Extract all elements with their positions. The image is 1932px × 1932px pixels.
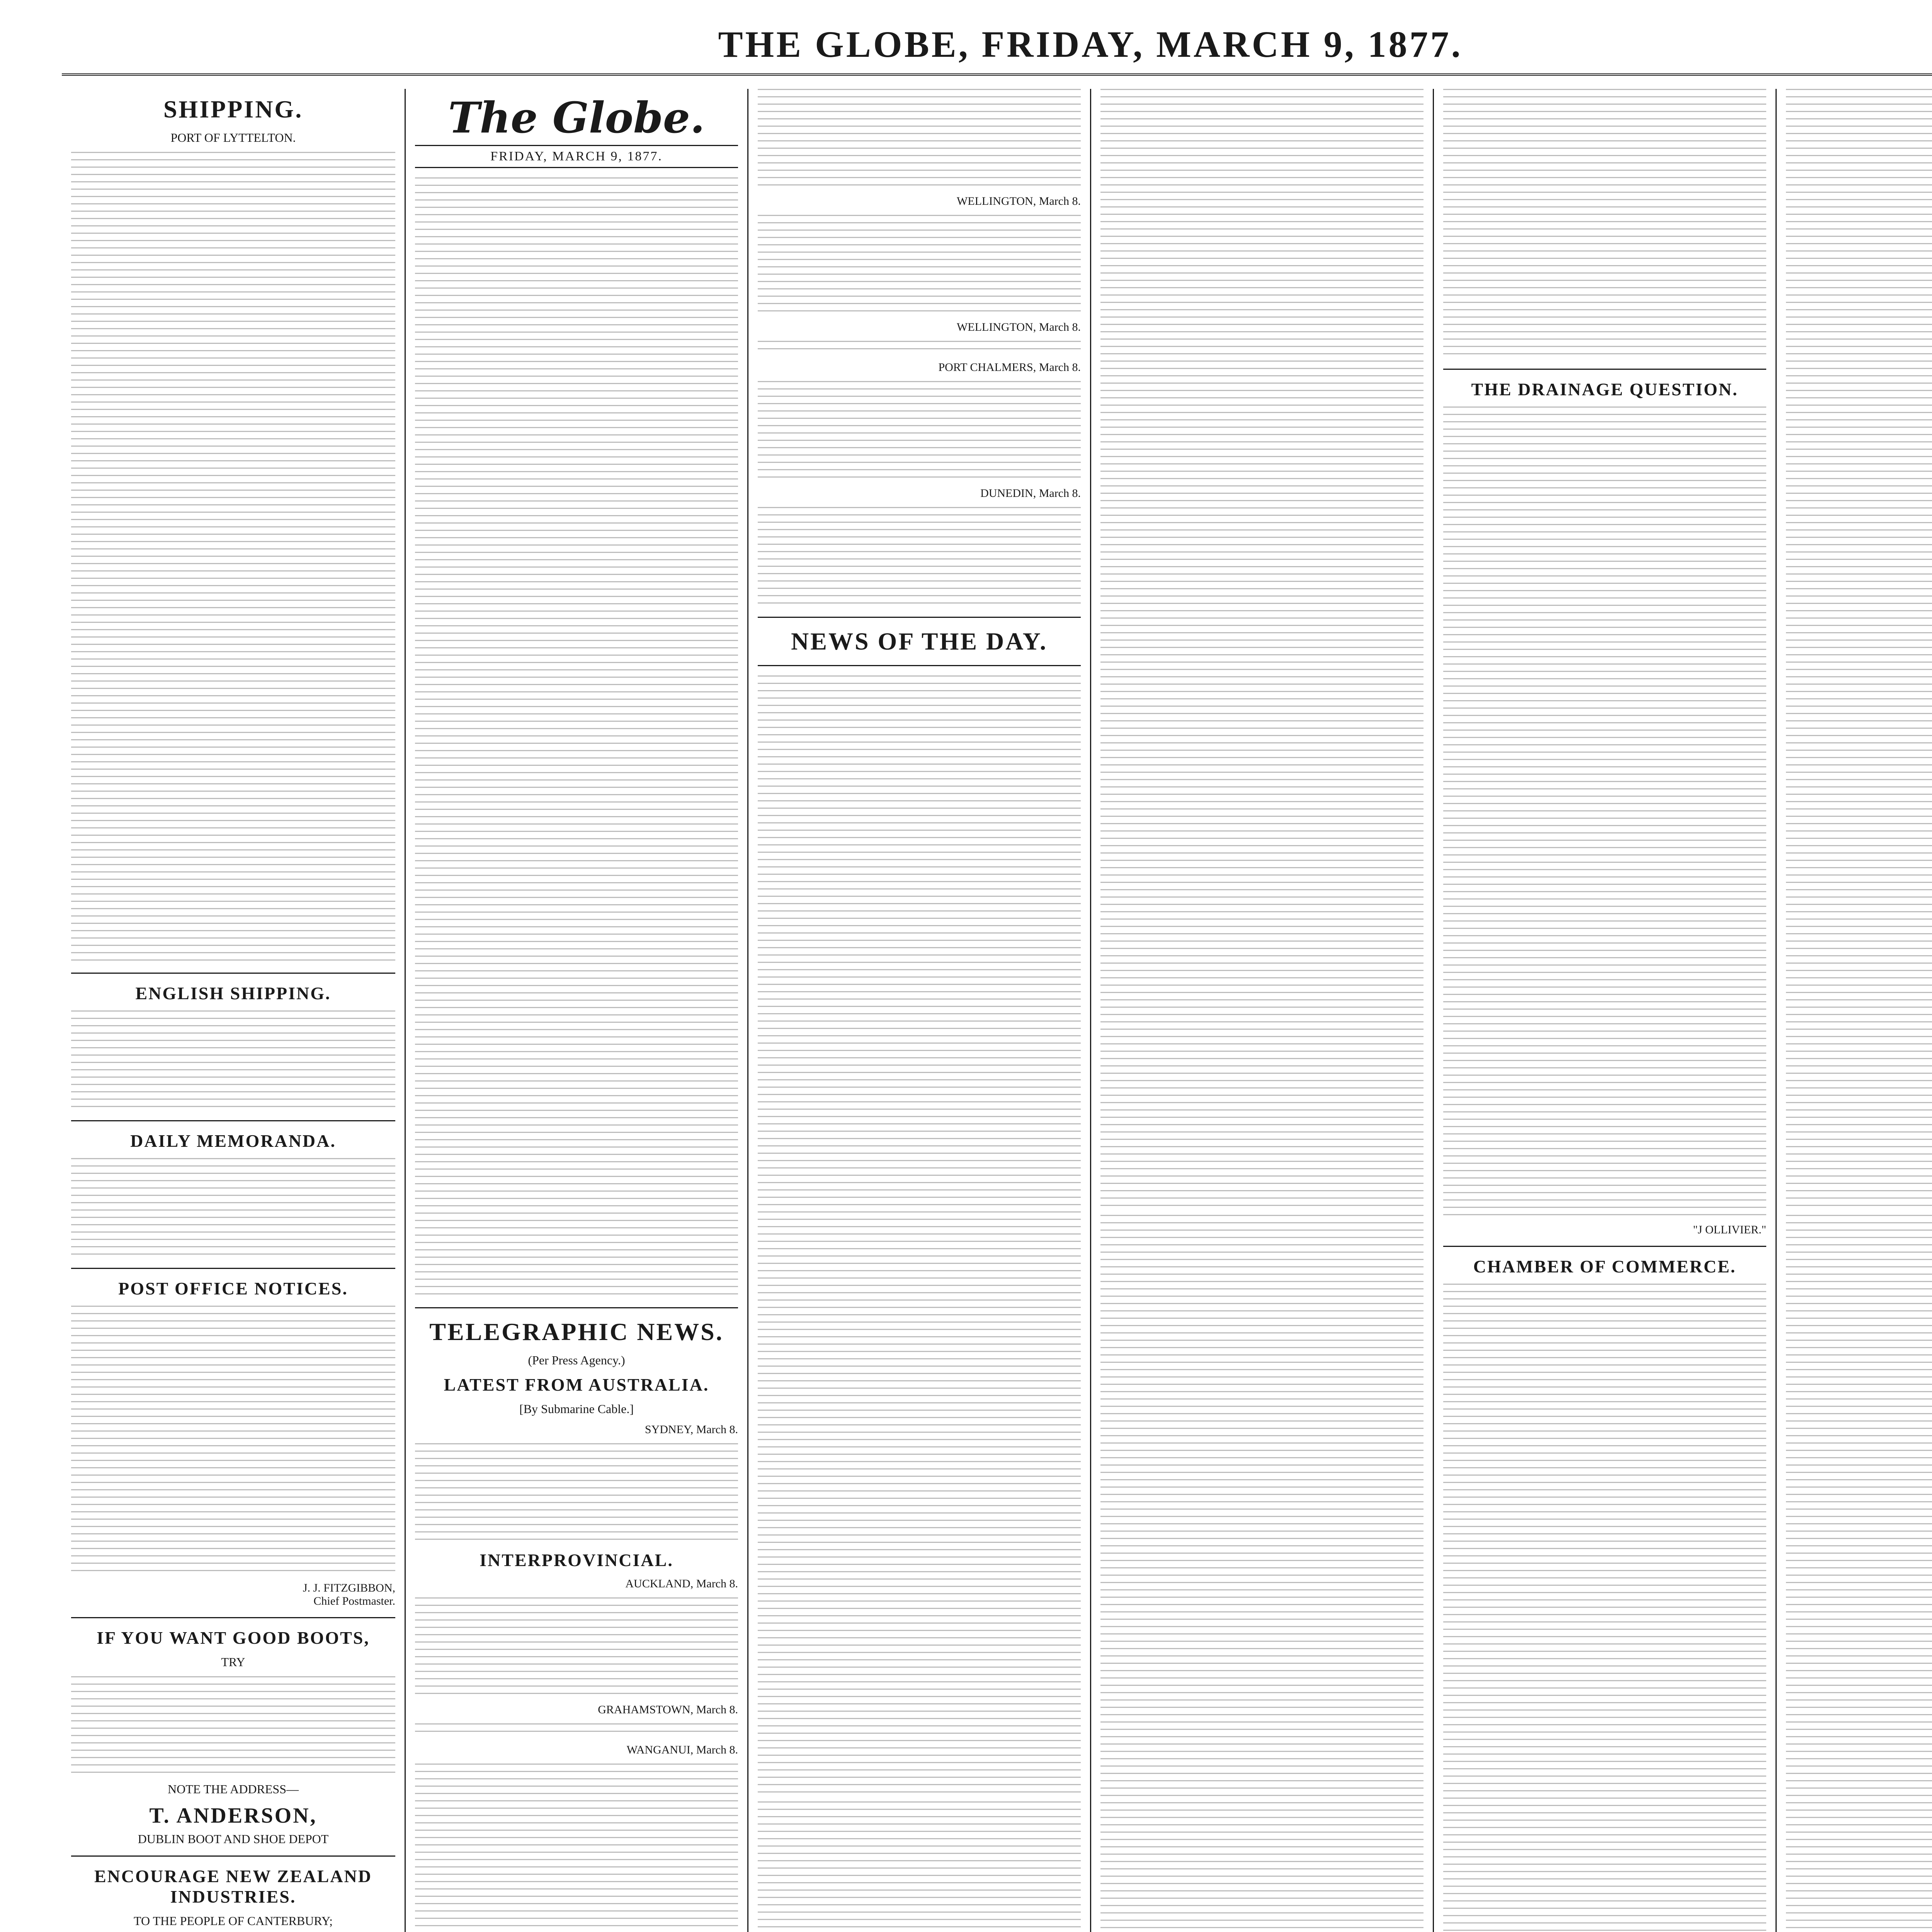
unread-text bbox=[1443, 89, 1766, 359]
column-5 bbox=[1433, 89, 1776, 1932]
unread-text bbox=[71, 1676, 395, 1777]
divider bbox=[758, 617, 1081, 618]
divider bbox=[71, 1855, 395, 1857]
unread-text bbox=[71, 1010, 395, 1111]
sydney-dateline: SYDNEY, March 8. bbox=[645, 1423, 738, 1436]
chamber-of-commerce-heading: CHAMBER OF COMMERCE. bbox=[1473, 1257, 1736, 1276]
unread-text bbox=[415, 1597, 738, 1698]
drainage-heading: THE DRAINAGE QUESTION. bbox=[1471, 379, 1738, 399]
english-shipping-heading: ENGLISH SHIPPING. bbox=[135, 983, 331, 1003]
unread-text bbox=[415, 1764, 738, 1932]
unread-text bbox=[758, 1801, 1081, 1932]
auckland-dateline: AUCKLAND, March 8. bbox=[625, 1577, 738, 1590]
unread-text bbox=[758, 507, 1081, 607]
divider bbox=[71, 1268, 395, 1269]
unread-text bbox=[415, 1723, 738, 1738]
masthead: THE GLOBE, FRIDAY, MARCH 9, 1877. bbox=[62, 15, 1932, 76]
wanganui-dateline: WANGANUI, March 8. bbox=[626, 1743, 738, 1756]
divider bbox=[1443, 1246, 1766, 1247]
news-of-the-day-heading: NEWS OF THE DAY. bbox=[791, 628, 1048, 655]
postmaster-signature: J. J. FITZGIBBON, Chief Postmaster. bbox=[303, 1582, 395, 1607]
encourage-heading: ENCOURAGE NEW ZEALAND INDUSTRIES. bbox=[94, 1866, 372, 1906]
column-3 bbox=[747, 89, 1090, 1932]
column-1 bbox=[62, 89, 405, 1932]
unread-text bbox=[71, 1306, 395, 1576]
port-heading: PORT OF LYTTELTON. bbox=[170, 131, 296, 145]
unread-text bbox=[758, 341, 1081, 355]
unread-text bbox=[758, 381, 1081, 481]
intercolonial-heading: INTERPROVINCIAL. bbox=[480, 1550, 673, 1570]
unread-text bbox=[758, 89, 1081, 189]
unread-text bbox=[71, 152, 395, 963]
port-chalmers-dateline: PORT CHALMERS, March 8. bbox=[938, 361, 1081, 374]
column-2 bbox=[405, 89, 747, 1932]
nameplate: The Globe. bbox=[448, 93, 705, 143]
unread-text bbox=[1100, 89, 1423, 1209]
unread-text bbox=[71, 1158, 395, 1259]
daily-memoranda-heading: DAILY MEMORANDA. bbox=[130, 1131, 336, 1151]
boots-ad-heading: IF YOU WANT GOOD BOOTS, bbox=[97, 1628, 370, 1648]
boots-ad-try: TRY bbox=[221, 1655, 245, 1669]
unread-text bbox=[1100, 1215, 1423, 1932]
unread-text bbox=[758, 215, 1081, 315]
unread-text bbox=[1786, 1215, 1932, 1932]
shipping-heading: SHIPPING. bbox=[163, 95, 303, 123]
wellington-dateline-1: WELLINGTON, March 8. bbox=[956, 195, 1081, 207]
unread-text bbox=[415, 1443, 738, 1544]
dunedin-dateline: DUNEDIN, March 8. bbox=[980, 487, 1081, 500]
unread-text bbox=[1443, 1284, 1766, 1932]
unread-text bbox=[758, 675, 1081, 1796]
anderson-name: T. ANDERSON, bbox=[149, 1804, 317, 1828]
note-address: NOTE THE ADDRESS— bbox=[168, 1782, 299, 1796]
page-columns bbox=[62, 89, 1932, 1932]
divider bbox=[1443, 369, 1766, 370]
telegraphic-heading: TELEGRAPHIC NEWS. bbox=[429, 1318, 724, 1345]
by-cable: [By Submarine Cable.] bbox=[519, 1402, 634, 1416]
divider bbox=[415, 1307, 738, 1308]
divider bbox=[71, 1617, 395, 1618]
unread-text bbox=[1786, 89, 1932, 1209]
wellington-dateline-2: WELLINGTON, March 8. bbox=[956, 321, 1081, 333]
anderson-subtitle: DUBLIN BOOT AND SHOE DEPOT bbox=[138, 1832, 329, 1846]
grahamstown-dateline: GRAHAMSTOWN, March 8. bbox=[598, 1703, 738, 1716]
unread-text bbox=[1443, 406, 1766, 1218]
post-office-heading: POST OFFICE NOTICES. bbox=[118, 1279, 348, 1298]
per-agency: (Per Press Agency.) bbox=[528, 1353, 625, 1367]
unread-text bbox=[415, 177, 738, 1298]
column-6 bbox=[1776, 89, 1932, 1932]
latest-heading: LATEST FROM AUSTRALIA. bbox=[444, 1375, 709, 1395]
divider bbox=[71, 973, 395, 974]
dateline: FRIDAY, MARCH 9, 1877. bbox=[415, 145, 738, 168]
people-heading: TO THE PEOPLE OF CANTERBURY; bbox=[133, 1914, 333, 1928]
divider bbox=[758, 665, 1081, 666]
divider bbox=[71, 1120, 395, 1121]
ollivier-signature: "J OLLIVIER." bbox=[1693, 1223, 1766, 1236]
column-4 bbox=[1090, 89, 1433, 1932]
